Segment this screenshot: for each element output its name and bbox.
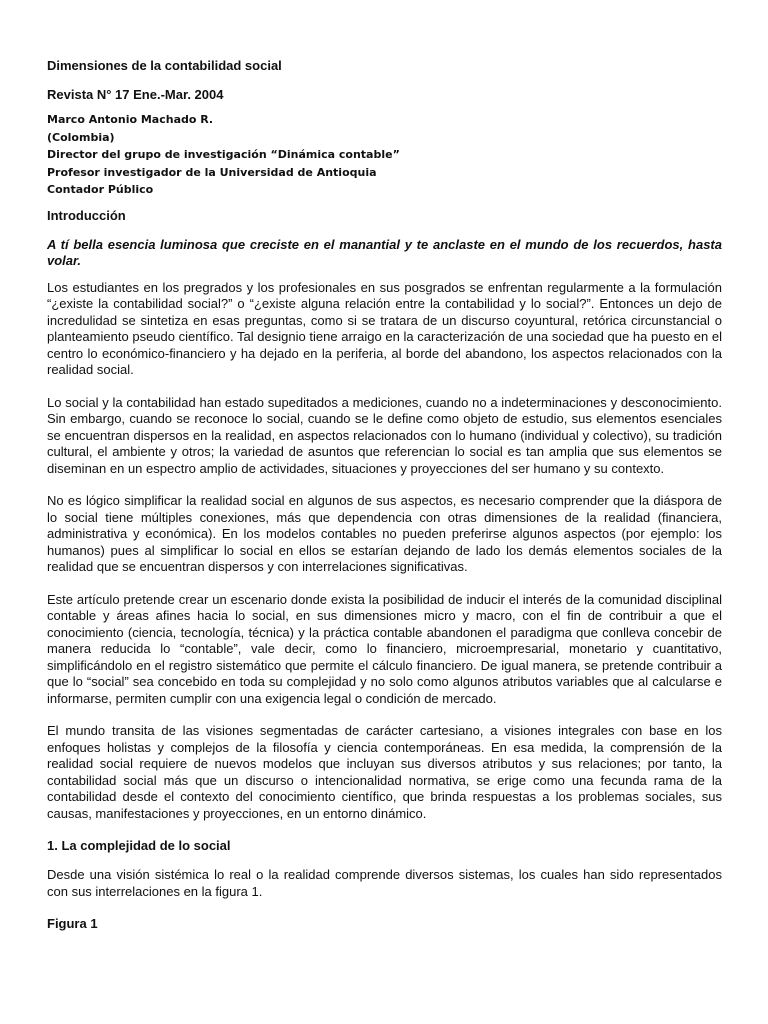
epigraph: A tí bella esencia luminosa que creciste en el manantial y te anclaste en el mundo de los recuerdos, hasta volar. xyxy=(47,236,722,268)
author-country: (Colombia) xyxy=(47,130,115,144)
paragraph-4: Este artículo pretende crear un escenario donde exista la posibilidad de inducir el interés de la comunidad disciplinal contable y áreas afines hacia lo social, en sus dimensiones micro y macro, con el fin de contribuir a que el conocimiento (ciencia, tecnología, técnica) y la práctica contable abandonen el paradigma que conlleva concebir de manera reducida lo “contable”, vale decir, como lo financiero, microempresarial, monetario y cuantitativo, simplificándolo en el registro sistemático que permite el cálculo financiero. De igual manera, se pretende contribuir a que lo “social” sea concebido en toda su complejidad y no solo como algunos atributos variables que al calcularse e informarse, permiten cumplir con una exigencia legal o condición de mercado. xyxy=(47,591,722,706)
paragraph-1: Los estudiantes en los pregrados y los profesionales en sus posgrados se enfrentan regularmente a la formulación “¿existe la contabilidad social?” o “¿existe alguna relación entre la contabilidad y lo social?”. Entonces un dejo de incredulidad se sintetiza en esas preguntas, como si se tratara de un discurso coyuntural, retórica circunstancial o planteamiento pseudo científico. Tal designio tiene arraigo en la caracterización de una sociedad que ha puesto en el centro lo económico-financiero y ha dejado en la periferia, al borde del abandono, los aspectos relacionados con la realidad social. xyxy=(47,279,722,377)
author-role-accountant: Contador Público xyxy=(47,183,154,196)
intro-heading: Introducción xyxy=(47,207,126,223)
figure-label: Figura 1 xyxy=(47,916,98,931)
journal-issue: Revista N° 17 Ene.-Mar. 2004 xyxy=(47,87,224,102)
author-block xyxy=(47,111,722,199)
author-role-director: Director del grupo de investigación “Dinámica contable” xyxy=(47,148,400,161)
paragraph-5: El mundo transita de las visiones segmentadas de carácter cartesiano, a visiones integrales con base en los enfoques holistas y complejos de la filosofía y ciencia contemporáneas. En esa medida, la comprensión de la realidad social requiere de nuevos modelos que incluyan sus diversos atributos y sus relaciones; por tanto, la contabilidad social más que un discurso o intencionalidad normativa, se erige como una fecunda rama de la contabilidad desde el contexto del conocimiento científico, que brinda respuestas a los problemas sociales, sus causas, manifestaciones y proyecciones, en un entorno dinámico. xyxy=(47,723,722,821)
paragraph-2: Lo social y la contabilidad han estado supeditados a mediciones, cuando no a indeterminaciones y desconocimiento. Sin embargo, cuando se reconoce lo social, cuando se le define como objeto de estudio, sus elementos esenciales se encuentran dispersos en la realidad, en aspectos relacionados con lo humano (individual y colectivo), su tradición cultural, el ambiente y otros; la variedad de asuntos que referencian lo social es tan amplia que sus elementos se diseminan en un espectro amplio de actividades, situaciones y proyecciones del ser humano y su contexto. xyxy=(47,394,722,476)
section-1-paragraph: Desde una visión sistémica lo real o la realidad comprende diversos sistemas, los cuales han sido representados con sus interrelaciones en la figura 1. xyxy=(47,867,722,899)
document-title: Dimensiones de la contabilidad social xyxy=(47,58,282,73)
paragraph-3: No es lógico simplificar la realidad social en algunos de sus aspectos, es necesario comprender que la diáspora de lo social tiene múltiples conexiones, más que dependencia con otras dimensiones de la realidad (financiera, administrativa y económica). En los modelos contables no pueden preferirse algunos aspectos (por ejemplo: los humanos) pues al simplificar lo social en ellos se estarían dejando de lado los demás elementos sociales de la realidad que se encuentran dispersos y con interrelaciones significativas. xyxy=(47,493,722,574)
section-1-heading: 1. La complejidad de lo social xyxy=(47,838,231,853)
author-role-professor: Profesor investigador de la Universidad de Antioquia xyxy=(47,165,377,179)
document-body xyxy=(47,58,722,932)
author-name: Marco Antonio Machado R. xyxy=(47,113,214,126)
